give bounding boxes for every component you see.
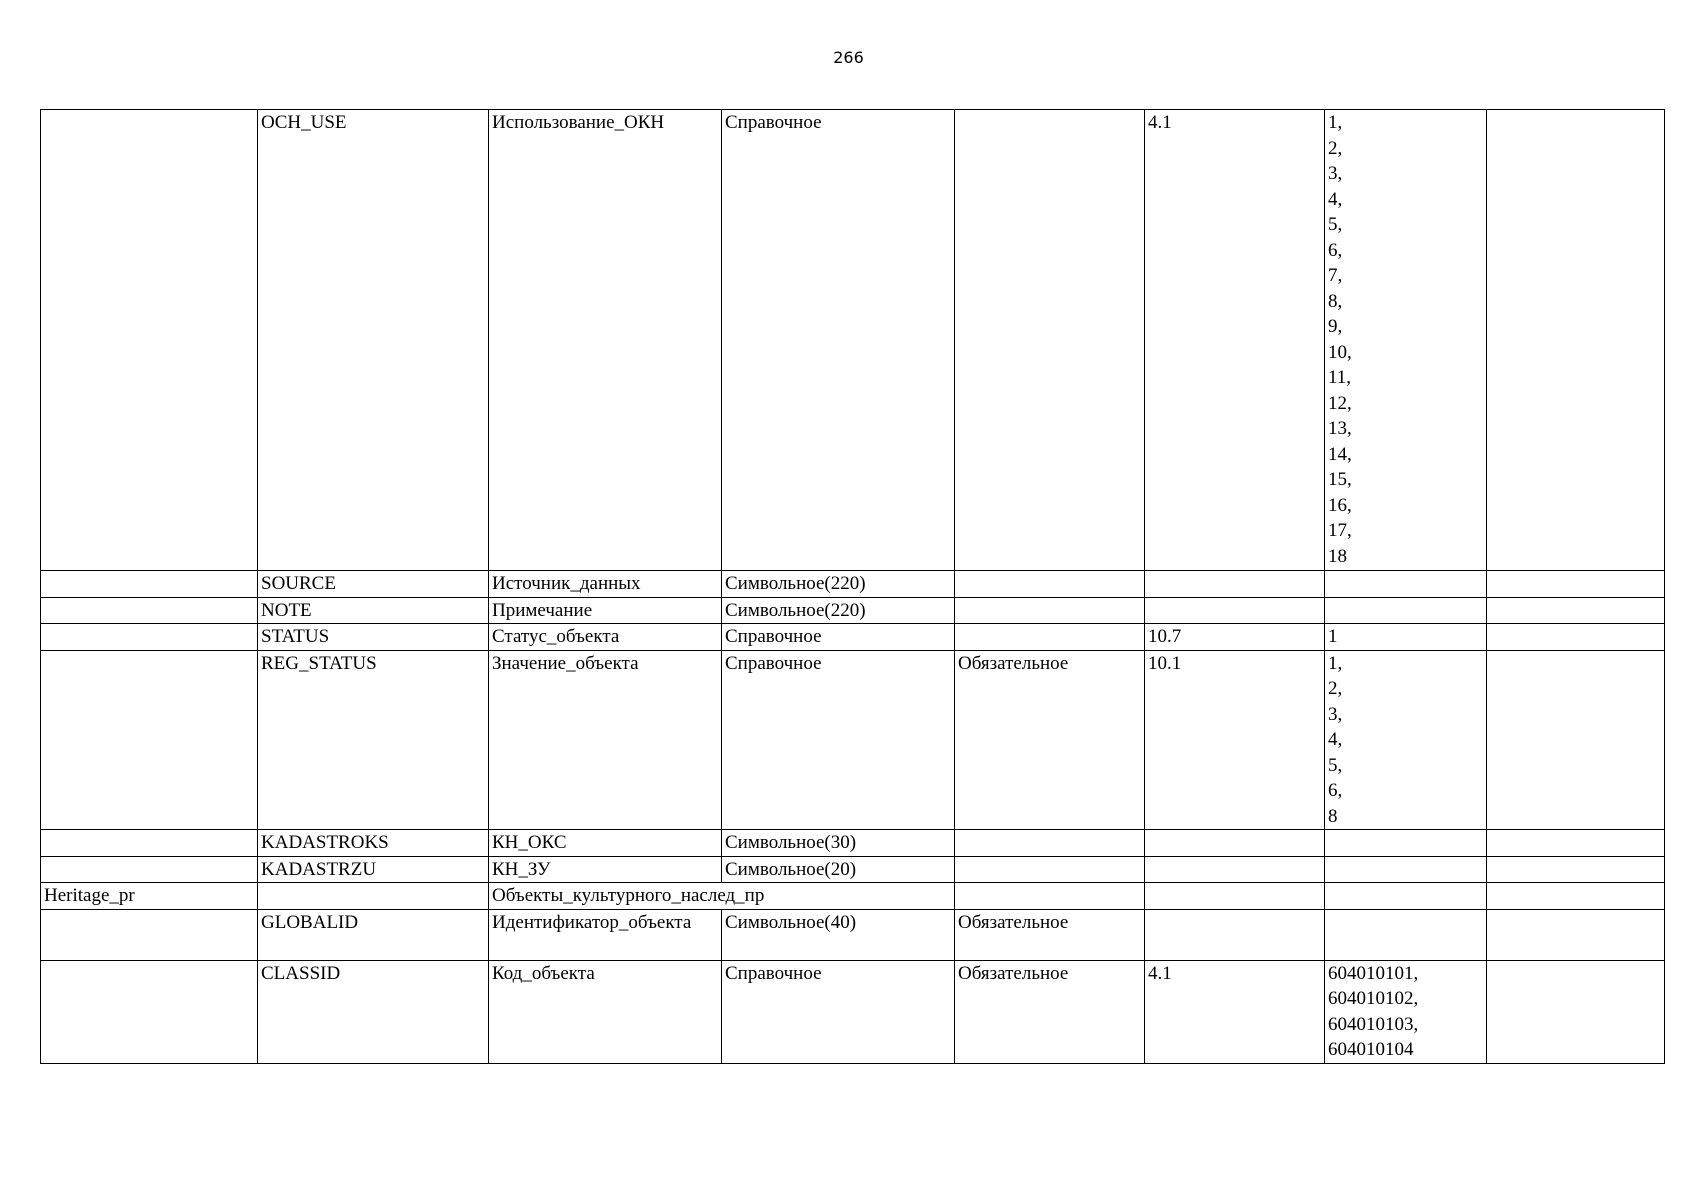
cell-reference — [1145, 830, 1325, 857]
cell-alias: Объекты_культурного_наслед_пр — [489, 883, 722, 910]
cell-field-name: GLOBALID — [258, 909, 489, 960]
cell-note — [1487, 909, 1665, 960]
cell-field-name: KADASTROKS — [258, 830, 489, 857]
cell-values — [1325, 597, 1487, 624]
cell-field-name — [258, 883, 489, 910]
cell-values — [1325, 909, 1487, 960]
cell-alias: Значение_объекта — [489, 650, 722, 830]
cell-reference — [1145, 856, 1325, 883]
table-row — [41, 856, 1665, 883]
cell-reference — [1145, 597, 1325, 624]
cell-type: Символьное(40) — [722, 909, 955, 960]
cell-reference: 10.1 — [1145, 650, 1325, 830]
table-row — [41, 571, 1665, 598]
cell-values: 1 — [1325, 624, 1487, 651]
cell-field-name: OCH_USE — [258, 110, 489, 571]
cell-layer — [41, 624, 258, 651]
cell-values: 1, 2, 3, 4, 5, 6, 7, 8, 9, 10, 11, 12, 13, 14, 15, 16, 17, 18 — [1325, 110, 1487, 571]
cell-required: Обязательное — [955, 650, 1145, 830]
cell-alias: КН_ОКС — [489, 830, 722, 857]
cell-note — [1487, 624, 1665, 651]
cell-note — [1487, 883, 1665, 910]
table-row — [41, 624, 1665, 651]
cell-layer — [41, 650, 258, 830]
cell-field-name: NOTE — [258, 597, 489, 624]
cell-note — [1487, 571, 1665, 598]
cell-alias: Код_объекта — [489, 960, 722, 1063]
cell-layer — [41, 960, 258, 1063]
table-row-layer-header — [41, 883, 1665, 910]
cell-type: Справочное — [722, 624, 955, 651]
table-row — [41, 960, 1665, 1063]
cell-type: Символьное(220) — [722, 571, 955, 598]
cell-type: Символьное(20) — [722, 856, 955, 883]
cell-note — [1487, 830, 1665, 857]
table-row — [41, 597, 1665, 624]
cell-type: Символьное(220) — [722, 597, 955, 624]
cell-values: 604010101, 604010102, 604010103, 604010104 — [1325, 960, 1487, 1063]
cell-reference — [1145, 883, 1325, 910]
cell-layer — [41, 830, 258, 857]
cell-values — [1325, 856, 1487, 883]
cell-alias: Источник_данных — [489, 571, 722, 598]
cell-required — [955, 883, 1145, 910]
cell-field-name: KADASTRZU — [258, 856, 489, 883]
cell-type: Справочное — [722, 960, 955, 1063]
cell-note — [1487, 110, 1665, 571]
cell-reference: 4.1 — [1145, 110, 1325, 571]
cell-layer — [41, 110, 258, 571]
cell-note — [1487, 856, 1665, 883]
cell-layer — [41, 856, 258, 883]
cell-field-name: REG_STATUS — [258, 650, 489, 830]
cell-required — [955, 571, 1145, 598]
cell-required — [955, 624, 1145, 651]
cell-alias: Идентификатор_объекта — [489, 909, 722, 960]
cell-note — [1487, 650, 1665, 830]
cell-required — [955, 597, 1145, 624]
cell-layer — [41, 597, 258, 624]
cell-values: 1, 2, 3, 4, 5, 6, 8 — [1325, 650, 1487, 830]
cell-required: Обязательное — [955, 909, 1145, 960]
attribute-table — [40, 109, 1665, 1064]
cell-alias: Примечание — [489, 597, 722, 624]
cell-field-name: SOURCE — [258, 571, 489, 598]
cell-field-name: STATUS — [258, 624, 489, 651]
cell-note — [1487, 960, 1665, 1063]
cell-alias: КН_ЗУ — [489, 856, 722, 883]
cell-reference: 4.1 — [1145, 960, 1325, 1063]
table-row — [41, 830, 1665, 857]
cell-reference — [1145, 909, 1325, 960]
cell-layer — [41, 571, 258, 598]
cell-type: Символьное(30) — [722, 830, 955, 857]
cell-reference: 10.7 — [1145, 624, 1325, 651]
cell-field-name: CLASSID — [258, 960, 489, 1063]
cell-layer: Heritage_pr — [41, 883, 258, 910]
table-row — [41, 909, 1665, 960]
cell-required: Обязательное — [955, 960, 1145, 1063]
cell-required — [955, 110, 1145, 571]
cell-layer — [41, 909, 258, 960]
cell-type: Справочное — [722, 110, 955, 571]
cell-alias: Статус_объекта — [489, 624, 722, 651]
page-number: 266 — [833, 48, 864, 67]
cell-required — [955, 856, 1145, 883]
cell-reference — [1145, 571, 1325, 598]
cell-type: Справочное — [722, 650, 955, 830]
cell-required — [955, 830, 1145, 857]
cell-alias: Использование_ОКН — [489, 110, 722, 571]
cell-values — [1325, 830, 1487, 857]
table-row — [41, 110, 1665, 571]
cell-values — [1325, 571, 1487, 598]
cell-note — [1487, 597, 1665, 624]
cell-values — [1325, 883, 1487, 910]
table-row — [41, 650, 1665, 830]
